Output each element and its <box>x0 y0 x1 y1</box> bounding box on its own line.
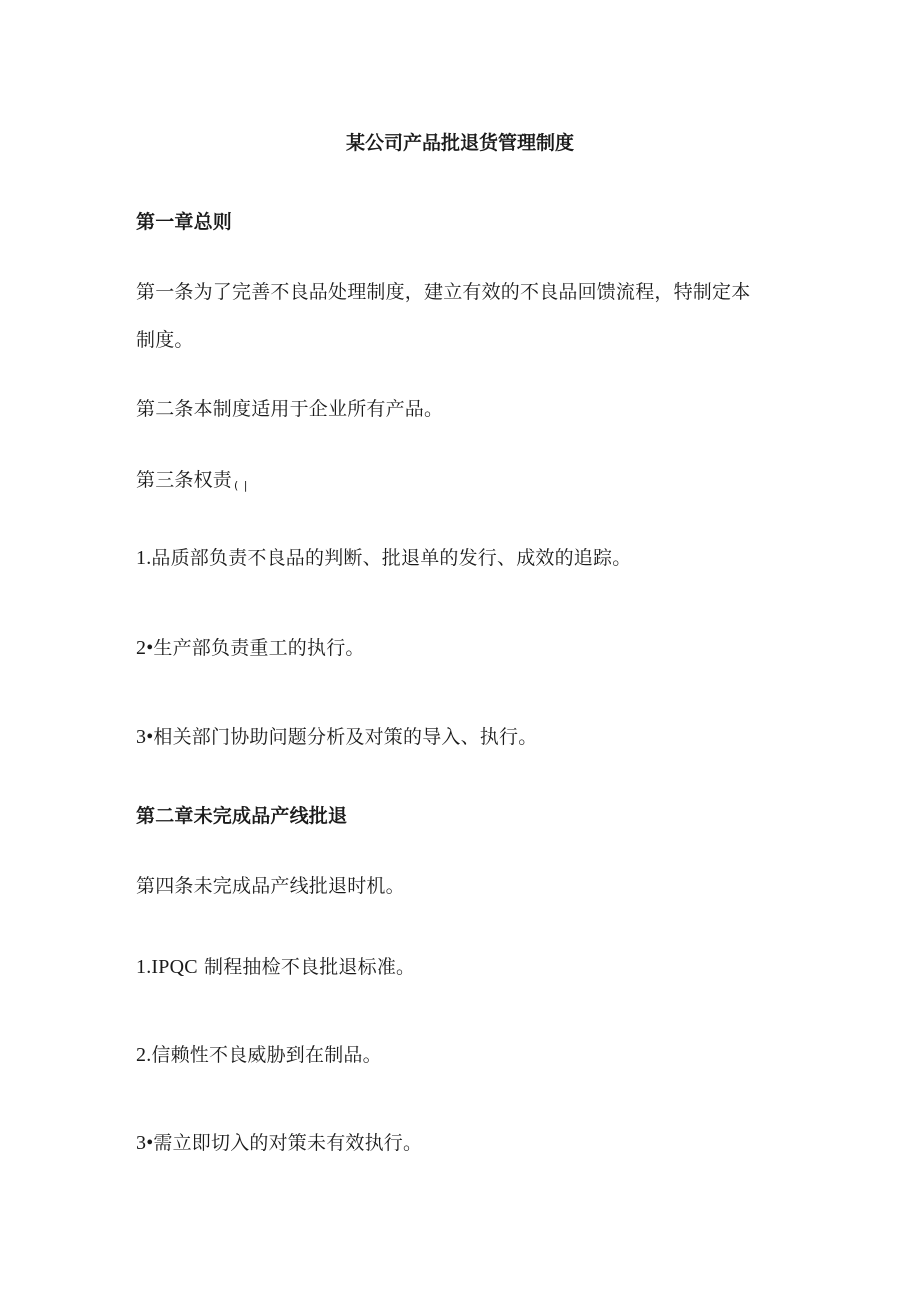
article-1-line-2: 制度。 <box>136 329 194 351</box>
list-item-text: 品质部负责不良品的判断、批退单的发行、成效的追踪。 <box>151 547 632 569</box>
list-item <box>136 636 365 660</box>
list-item <box>136 1043 382 1067</box>
list-item-text: 需立即切入的对策未有效执行。 <box>153 1132 423 1154</box>
document-title: 某公司产品批退货管理制度 <box>345 132 574 154</box>
list-item <box>136 546 631 570</box>
list-item-number: 3• <box>136 726 154 748</box>
list-item-number: 1.IPQC <box>136 956 198 978</box>
article-2: 第二条本制度适用于企业所有产品。 <box>136 398 444 420</box>
list-item-text: 生产部负责重工的执行。 <box>153 637 365 659</box>
article-4: 第四条未完成品产线批退时机。 <box>136 875 405 897</box>
list-item <box>136 955 415 979</box>
article-1-line-1: 第一条为了完善不良品处理制度，建立有效的不良品回馈流程，特制定本 <box>136 281 751 303</box>
list-item-number: 2• <box>136 637 154 659</box>
list-item-text: 相关部门协助问题分析及对策的导入、执行。 <box>153 726 538 748</box>
article-3-mark: ( | <box>234 479 249 492</box>
list-item-text: 信赖性不良威胁到在制品。 <box>151 1044 382 1066</box>
list-item <box>136 1131 422 1155</box>
chapter-1-heading: 第一章总则 <box>136 211 233 233</box>
list-item-text: 制程抽检不良批退标准。 <box>197 956 416 978</box>
list-item-number: 1. <box>136 547 152 569</box>
chapter-2-heading: 第二章未完成品产线批退 <box>136 805 348 827</box>
article-3 <box>136 468 249 498</box>
list-item-number: 2. <box>136 1044 152 1066</box>
list-item-number: 3• <box>136 1132 154 1154</box>
article-3-text: 第三条权责 <box>136 469 233 491</box>
list-item <box>136 725 537 749</box>
